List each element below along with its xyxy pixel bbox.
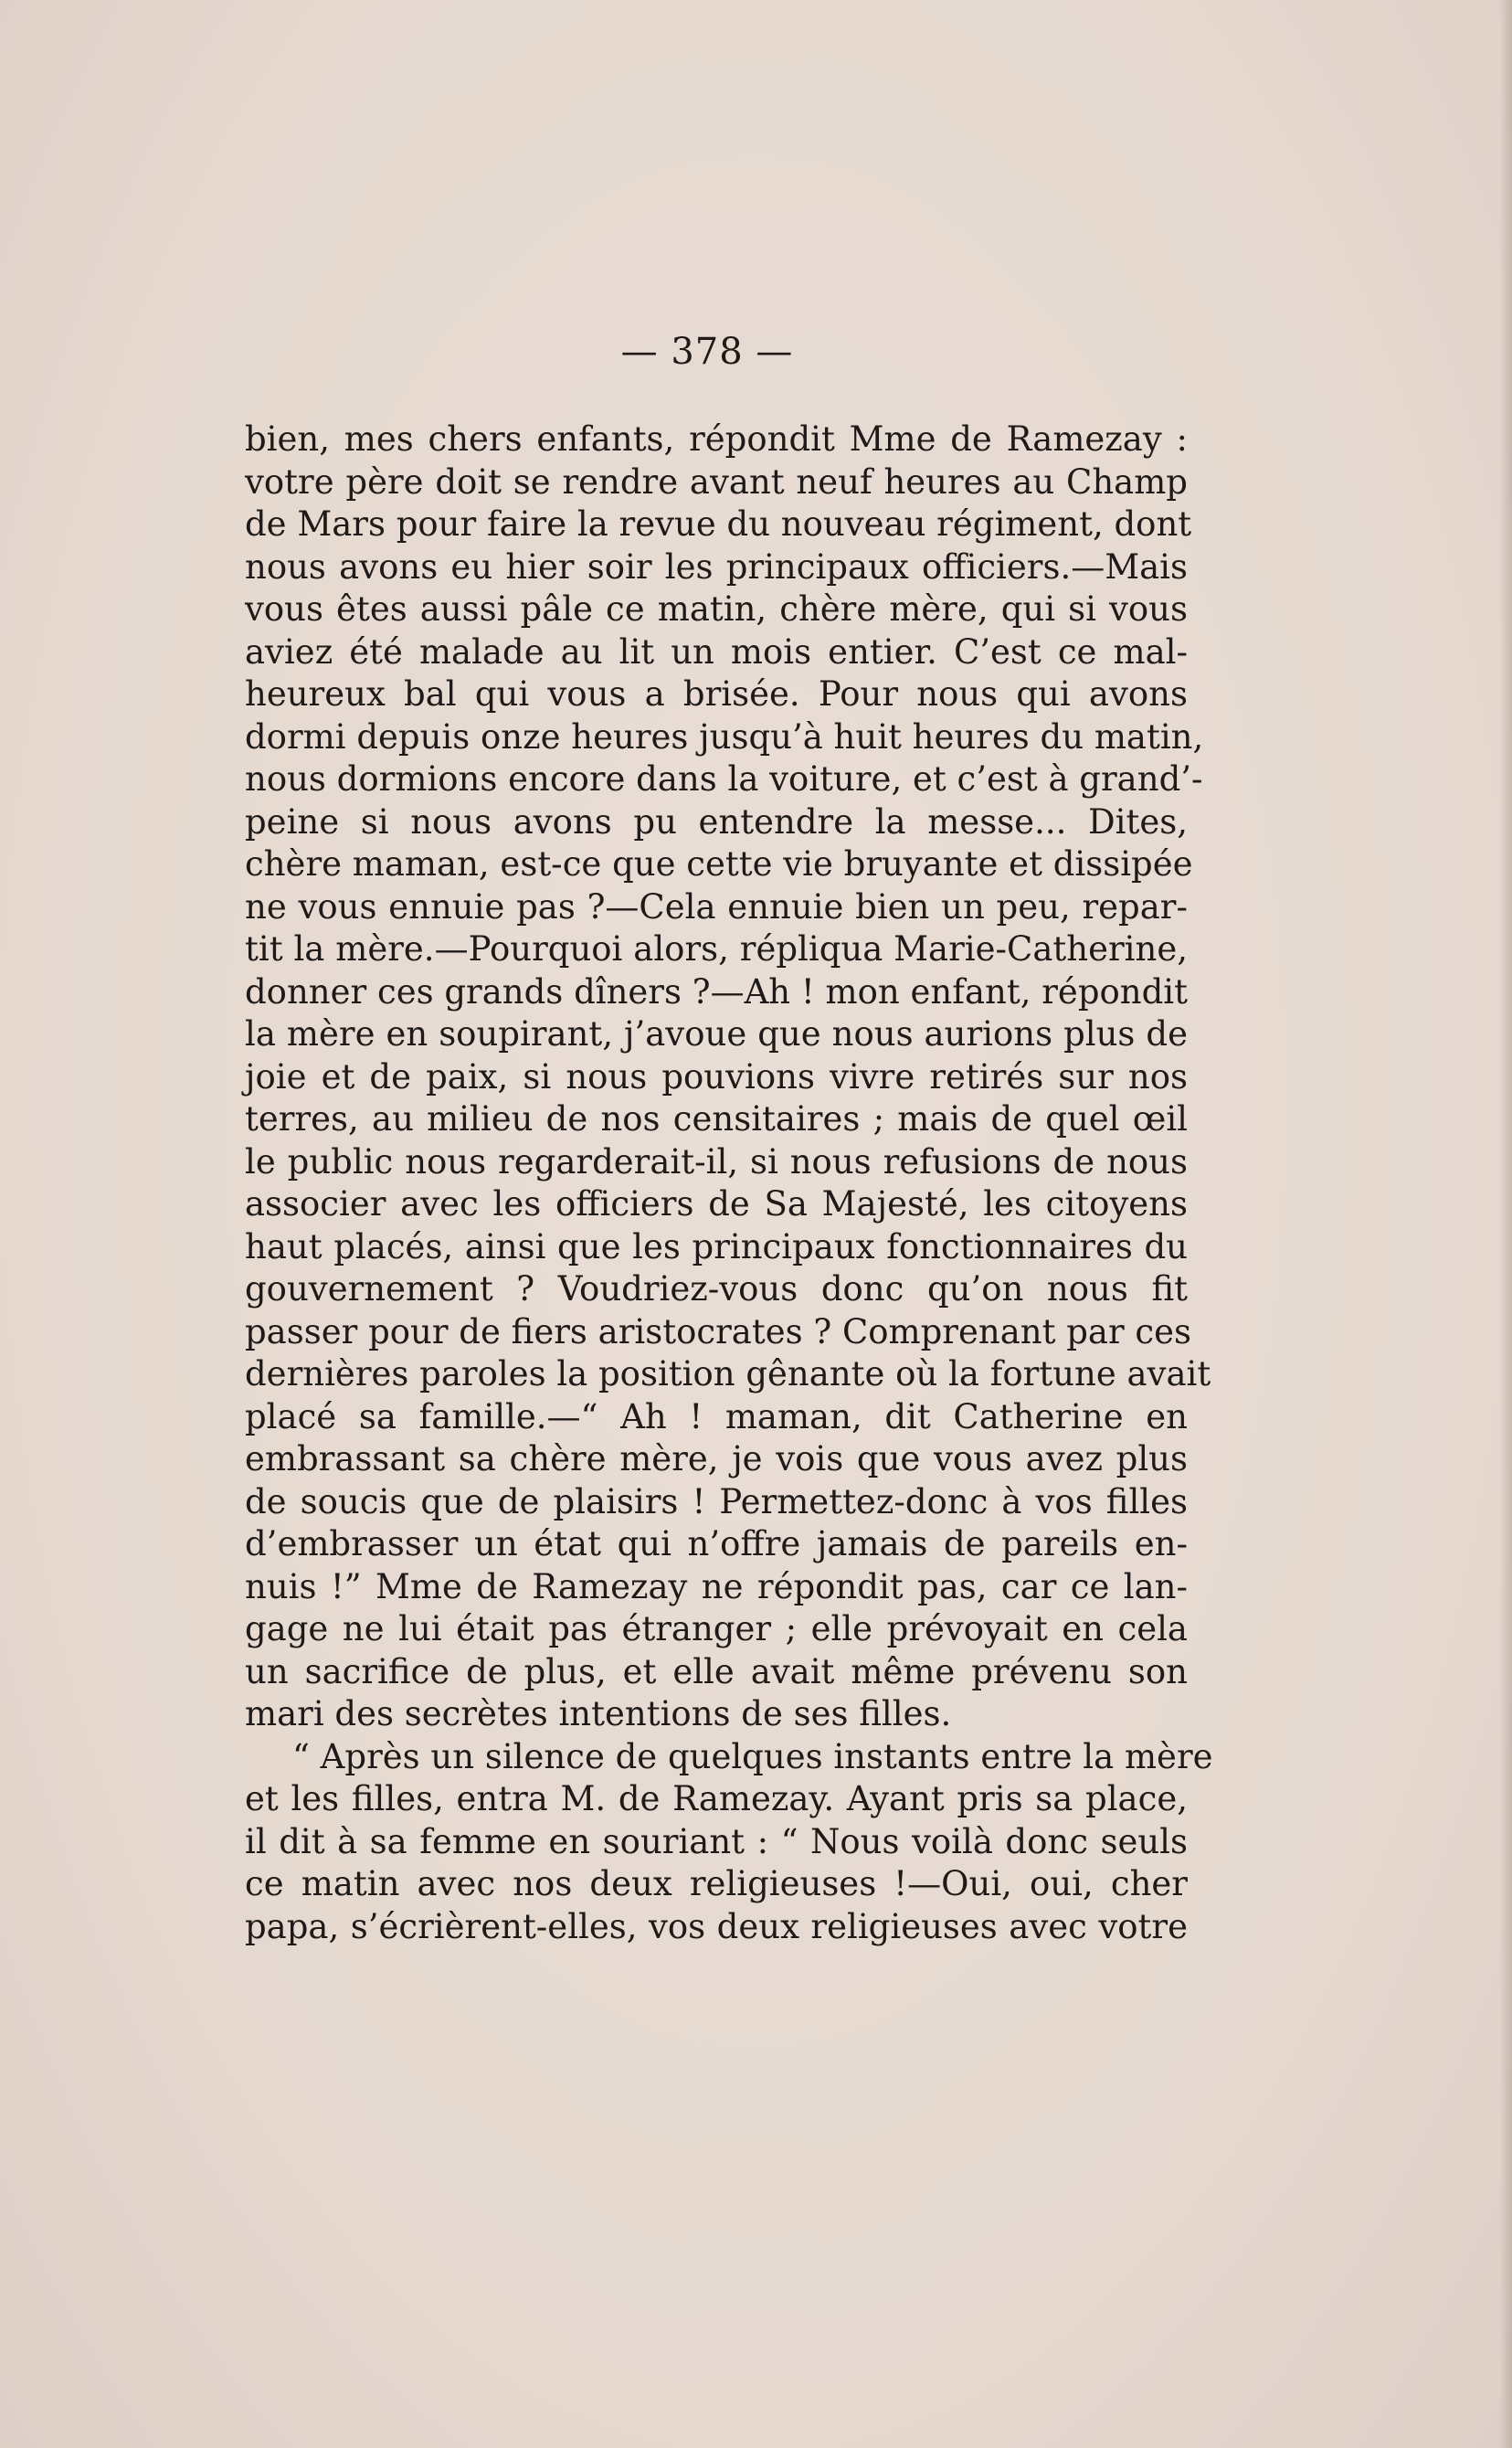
text-line: bien, mes chers enfants, répondit Mme de Ramezay : (245, 419, 1188, 459)
text-line: nuis !” Mme de Ramezay ne répondit pas, car ce lan- (245, 1566, 1188, 1606)
text-line: vous êtes aussi pâle ce matin, chère mère, qui si vous (245, 589, 1188, 629)
text-line: votre père doit se rendre avant neuf heures au Champ (245, 461, 1188, 502)
text-line: mari des secrètes intentions de ses filles. (245, 1694, 952, 1733)
text-line: gage ne lui était pas étranger ; elle prévoyait en cela (245, 1609, 1188, 1648)
page-edge-shadow (1499, 0, 1512, 2448)
text-line: il dit à sa femme en souriant : “ Nous voilà donc seuls (245, 1821, 1188, 1861)
text-line: gouvernement ? Voudriez-vous donc qu’on nous fit (245, 1269, 1188, 1309)
text-line: donner ces grands dîners ?—Ah ! mon enfant, répondit (245, 971, 1188, 1012)
text-line: aviez été malade au lit un mois entier. C’est ce mal- (245, 631, 1188, 672)
text-line: placé sa famille.—“ Ah ! maman, dit Catherine en (245, 1396, 1188, 1436)
text-line: le public nous regarderait-il, si nous refusions de nous (245, 1141, 1188, 1182)
text-line: “ Après un silence de quelques instants entre la mère (292, 1736, 1213, 1776)
text-line: tit la mère.—Pourquoi alors, répliqua Marie-Catherine, (245, 929, 1188, 969)
text-line: nous avons eu hier soir les principaux officiers.—Mais (245, 546, 1188, 587)
text-line: ne vous ennuie pas ?—Cela ennuie bien un peu, repar- (245, 886, 1188, 927)
text-line: et les filles, entra M. de Ramezay. Ayant pris sa place, (245, 1779, 1188, 1818)
text-line: la mère en soupirant, j’avoue que nous aurions plus de (245, 1014, 1188, 1054)
text-line: de Mars pour faire la revue du nouveau régiment, dont (245, 504, 1192, 544)
text-line: dernières paroles la position gênante où la fortune avait (245, 1354, 1211, 1394)
text-line: associer avec les officiers de Sa Majesté, les citoyens (245, 1184, 1188, 1224)
body-text (245, 419, 1213, 1948)
text-line: heureux bal qui vous a brisée. Pour nous qui avons (245, 674, 1188, 714)
text-line: de soucis que de plaisirs ! Permettez-donc à vos filles (245, 1481, 1188, 1521)
text-line: haut placés, ainsi que les principaux fonctionnaires du (245, 1226, 1188, 1266)
text-line: passer pour de fiers aristocrates ? Comprenant par ces (245, 1311, 1192, 1351)
text-line: joie et de paix, si nous pouvions vivre retirés sur nos (245, 1056, 1188, 1097)
text-line: dormi depuis onze heures jusqu’à huit heures du matin, (245, 716, 1204, 757)
text-line: chère maman, est-ce que cette vie bruyante et dissipée (245, 844, 1193, 884)
text-line: terres, au milieu de nos censitaires ; mais de quel œil (245, 1099, 1188, 1139)
text-line: nous dormions encore dans la voiture, et c’est à grand’- (245, 759, 1203, 799)
text-line: peine si nous avons pu entendre la messe... Dites, (245, 801, 1188, 842)
text-line: un sacrifice de plus, et elle avait même prévenu son (245, 1651, 1188, 1691)
text-line: ce matin avec nos deux religieuses !—Oui, oui, cher (245, 1864, 1188, 1903)
text-line: d’embrasser un état qui n’offre jamais de pareils en- (245, 1524, 1188, 1563)
text-line: papa, s’écrièrent-elles, vos deux religieuses avec votre (245, 1906, 1188, 1946)
page-number: — 378 — (620, 331, 794, 373)
text-line: embrassant sa chère mère, je vois que vous avez plus (245, 1439, 1188, 1478)
